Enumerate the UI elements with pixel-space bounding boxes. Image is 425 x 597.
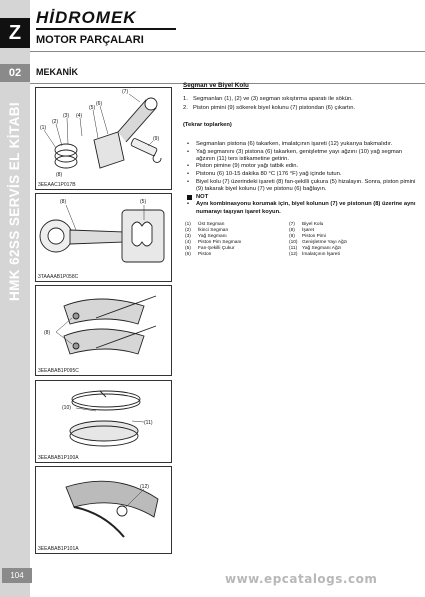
page-title: MOTOR PARÇALARI (36, 34, 144, 46)
bullet-item: • Pistonu (6) 10-15 dakika 80 °C (176 °F) yağ içinde tutun. (187, 171, 342, 178)
figure1-label-1: (1) (40, 125, 47, 131)
figure1-label-2: (2) (52, 119, 59, 125)
figure2-code: 3TAAAAB1P058C (38, 274, 79, 280)
procedure-title: Segman ve Biyel Kolu (183, 82, 249, 89)
bullet-item: • Biyel kolu (7) üzerindeki işareti (8) fan-şekilli çukura (5) hizalayın. Sonra, piston pimini (9) takarak biyel kolunu (7) ve pistonu (6) bağlayın. (187, 178, 416, 193)
parts-legend (183, 222, 419, 258)
step-item: 1. Segmanları (1), (2) ve (3) segman sıkıştırma aparatı ile sökün. (183, 96, 353, 103)
note-square-icon (187, 195, 192, 200)
rod-marks-drawing (36, 286, 171, 375)
legend-item: (5) Fan-Şekilli Çukur (185, 245, 235, 251)
figure-rod-marks (35, 285, 172, 376)
oil-ring-gap-drawing (36, 381, 171, 462)
reassembly-bullets (183, 141, 419, 193)
figure1-label-8: (8) (56, 172, 63, 178)
reassembly-subheading: (Tekrar toplarken) (183, 121, 232, 128)
manufacturer-mark-drawing (36, 467, 171, 553)
legend-item: (8) İşaret (289, 227, 314, 233)
logo-underline (36, 28, 176, 30)
legend-item: (11) Yağ Segmanı Ağzı (289, 245, 342, 251)
rod-alignment-drawing (36, 194, 171, 281)
figure2-label-5: (5) (140, 199, 147, 205)
figure1-code: 3EEAAC1P017B (38, 182, 76, 188)
legend-item: (10) Genişletme Yayı Ağzı (289, 239, 348, 245)
note-item: • Aynı kombinasyonu korumak için, biyel kolunun (7) ve pistonun (8) üzerine aynı numarayı taşıyan işaret koyun. (187, 201, 416, 215)
legend-item: (12) İmalatçının İşareti (289, 251, 340, 257)
legend-item: (4) Piston Pim Segmanı (185, 239, 242, 245)
figure-rod-alignment (35, 193, 172, 282)
procedure-content (183, 82, 419, 258)
sidebar (0, 0, 30, 597)
figure-piston-exploded (35, 87, 172, 190)
figure4-label-10: (10) (62, 405, 71, 411)
figure1-label-9: (9) (153, 136, 160, 142)
figure5-label-12: (12) (140, 484, 149, 490)
figure1-label-7: (7) (122, 89, 129, 95)
figure-oil-ring-gap (35, 380, 172, 463)
legend-item: (1) Üst Segman (185, 221, 225, 227)
bullet-item: • Segmanları pistona (6) takarken, imalatçının işareti (12) yukarıya bakmalıdır. (187, 140, 393, 147)
legend-item: (7) Biyel Kolu (289, 221, 324, 227)
figure5-code: 3EEABAB1P101A (38, 546, 79, 552)
figure-manufacturer-mark (35, 466, 172, 554)
brand-logo: HİDROMEK (36, 8, 137, 27)
bullet-item: • Yağ segmanını (3) pistona (6) takarken, genişletme yayı ağzını (10) yağ segman ağzının (11) ters istikametine getirin. (187, 148, 403, 162)
chapter-letter: Z (0, 18, 30, 48)
section-number: 02 (0, 64, 30, 82)
watermark-url: www.epcatalogs.com (225, 572, 378, 586)
figure3-label-8: (8) (44, 330, 51, 336)
piston-exploded-drawing (36, 88, 171, 189)
figure2-label-8: (8) (60, 199, 67, 205)
legend-item: (3) Yağ Segmanı (185, 233, 227, 239)
figure1-label-3: (3) (63, 113, 70, 119)
page-number: 104 (2, 568, 32, 583)
steps-list (183, 96, 419, 112)
section-title: MEKANİK (36, 67, 78, 77)
legend-item: (6) Piston (185, 251, 212, 257)
figure1-label-4: (4) (76, 113, 83, 119)
figure4-label-11: (11) (144, 420, 153, 426)
figure4-code: 3EEABAB1P100A (38, 455, 79, 461)
legend-item: (2) İkinci Segman (185, 227, 229, 233)
legend-item: (9) Piston Pimi (289, 233, 326, 239)
figure3-code: 3EEABAB1P095C (38, 368, 79, 374)
figure1-label-6: (6) (96, 101, 103, 107)
figure1-label-5: (5) (89, 105, 96, 111)
note-body (183, 201, 419, 215)
bullet-item: • Piston pimine (9) motor yağı tatbik edin. (187, 163, 299, 170)
step-item: 2. Piston pimini (9) sökerek biyel kolunu (7) pistondan (6) çıkartın. (183, 105, 356, 112)
header-divider (30, 51, 425, 52)
note-heading: NOT (183, 194, 419, 201)
manual-title-vertical: HMK 62SS SERVİS EL KİTABI (7, 101, 22, 301)
